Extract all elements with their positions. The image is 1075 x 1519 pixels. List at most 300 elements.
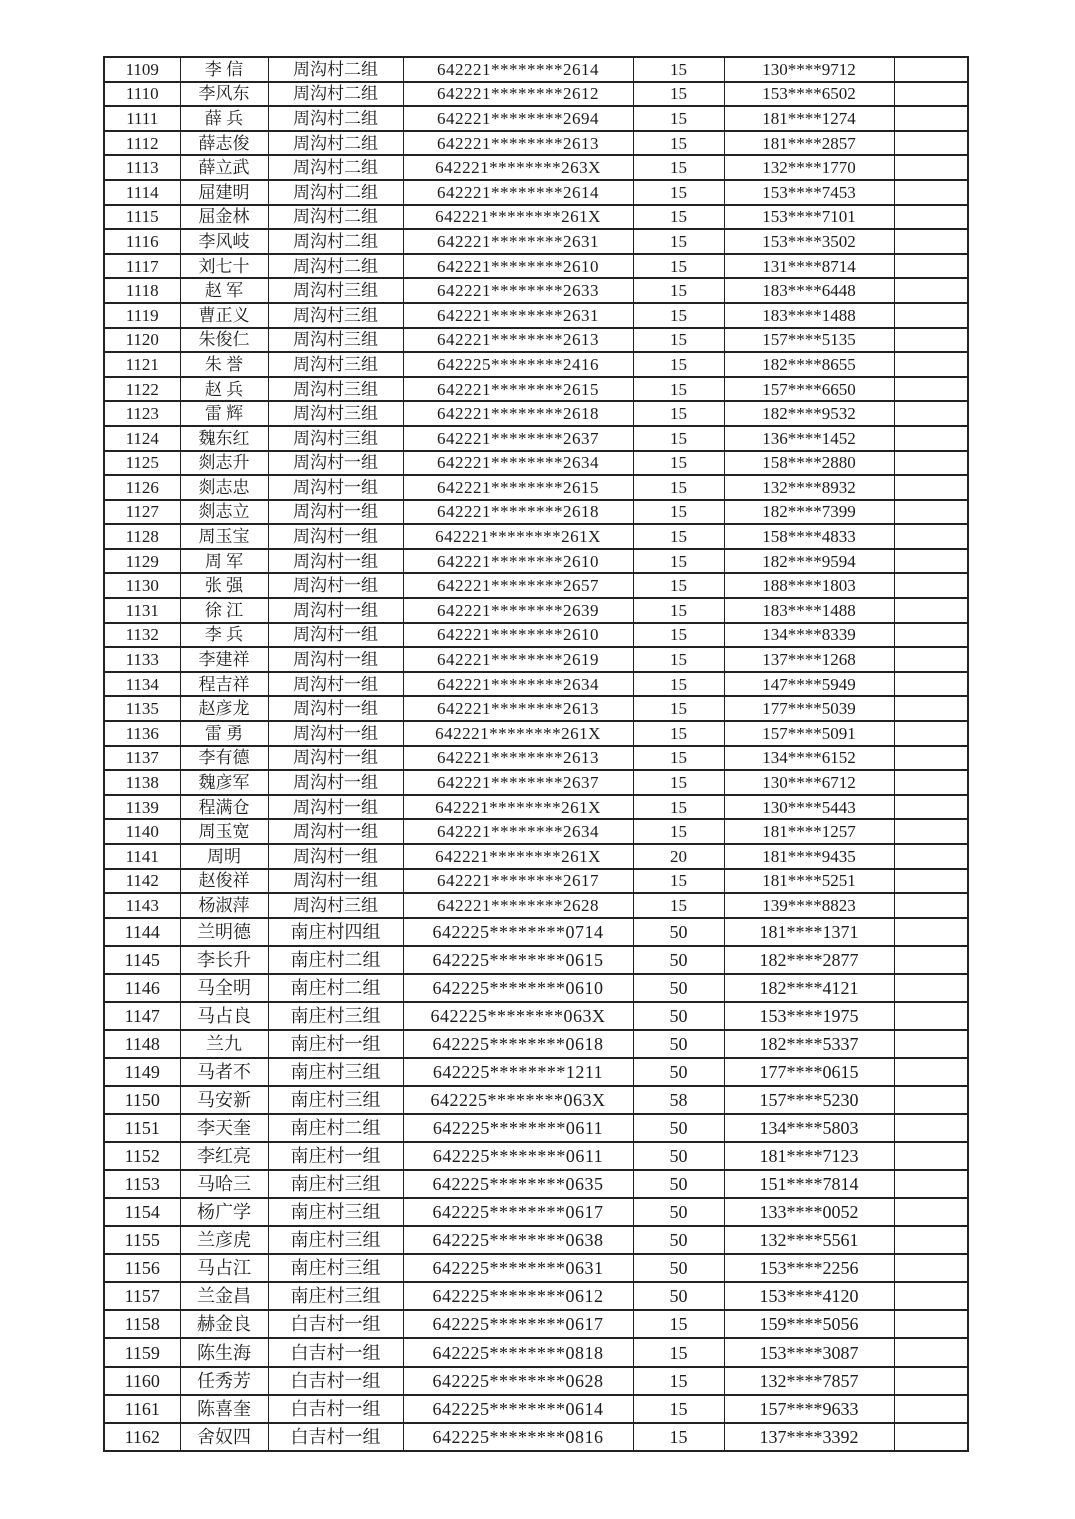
cell-phone: 147****5949 bbox=[724, 672, 894, 697]
cell-seq: 1150 bbox=[104, 1086, 180, 1114]
cell-amount: 15 bbox=[633, 1338, 724, 1366]
cell-id-number: 642221********2614 bbox=[403, 57, 633, 82]
cell-amount: 15 bbox=[633, 647, 724, 672]
cell-phone: 139****8823 bbox=[724, 893, 894, 918]
cell-id-number: 642221********2614 bbox=[403, 180, 633, 205]
cell-blank bbox=[894, 770, 968, 795]
cell-phone: 157****5135 bbox=[724, 328, 894, 353]
cell-village-group: 周沟村二组 bbox=[268, 205, 403, 230]
cell-village-group: 周沟村一组 bbox=[268, 524, 403, 549]
cell-phone: 151****7814 bbox=[724, 1170, 894, 1198]
cell-seq: 1123 bbox=[104, 401, 180, 426]
cell-id-number: 642221********2634 bbox=[403, 451, 633, 476]
cell-id-number: 642225********0638 bbox=[403, 1226, 633, 1254]
cell-amount: 15 bbox=[633, 303, 724, 328]
cell-phone: 183****1488 bbox=[724, 303, 894, 328]
cell-name: 曹正义 bbox=[180, 303, 268, 328]
cell-phone: 182****9594 bbox=[724, 549, 894, 574]
table-row bbox=[104, 180, 968, 205]
table-row bbox=[104, 795, 968, 820]
cell-blank bbox=[894, 1198, 968, 1226]
cell-seq: 1121 bbox=[104, 352, 180, 377]
cell-seq: 1126 bbox=[104, 475, 180, 500]
cell-amount: 15 bbox=[633, 352, 724, 377]
cell-village-group: 周沟村三组 bbox=[268, 352, 403, 377]
table-row bbox=[104, 721, 968, 746]
cell-blank bbox=[894, 1310, 968, 1338]
cell-name: 赵 兵 bbox=[180, 377, 268, 402]
cell-amount: 15 bbox=[633, 451, 724, 476]
cell-name: 马占江 bbox=[180, 1254, 268, 1282]
cell-phone: 133****0052 bbox=[724, 1198, 894, 1226]
table-row bbox=[104, 893, 968, 918]
cell-village-group: 周沟村一组 bbox=[268, 451, 403, 476]
cell-amount: 15 bbox=[633, 131, 724, 156]
cell-village-group: 周沟村一组 bbox=[268, 549, 403, 574]
cell-seq: 1127 bbox=[104, 500, 180, 525]
cell-amount: 15 bbox=[633, 721, 724, 746]
table-row bbox=[104, 647, 968, 672]
cell-seq: 1114 bbox=[104, 180, 180, 205]
cell-id-number: 642225********0816 bbox=[403, 1423, 633, 1451]
cell-blank bbox=[894, 1142, 968, 1170]
cell-blank bbox=[894, 229, 968, 254]
cell-amount: 50 bbox=[633, 1002, 724, 1030]
cell-id-number: 642225********0631 bbox=[403, 1254, 633, 1282]
cell-village-group: 周沟村一组 bbox=[268, 475, 403, 500]
cell-blank bbox=[894, 869, 968, 894]
cell-name: 薛 兵 bbox=[180, 106, 268, 131]
cell-seq: 1151 bbox=[104, 1114, 180, 1142]
cell-id-number: 642221********261X bbox=[403, 721, 633, 746]
cell-amount: 15 bbox=[633, 746, 724, 771]
cell-id-number: 642221********2617 bbox=[403, 869, 633, 894]
cell-id-number: 642221********2657 bbox=[403, 573, 633, 598]
cell-id-number: 642221********261X bbox=[403, 844, 633, 869]
cell-blank bbox=[894, 721, 968, 746]
cell-amount: 15 bbox=[633, 524, 724, 549]
cell-blank bbox=[894, 278, 968, 303]
cell-amount: 15 bbox=[633, 1395, 724, 1423]
cell-village-group: 白吉村一组 bbox=[268, 1338, 403, 1366]
cell-village-group: 南庄村三组 bbox=[268, 1198, 403, 1226]
cell-name: 李风岐 bbox=[180, 229, 268, 254]
cell-amount: 50 bbox=[633, 1254, 724, 1282]
table-row bbox=[104, 696, 968, 721]
cell-name: 兰彦虎 bbox=[180, 1226, 268, 1254]
cell-seq: 1124 bbox=[104, 426, 180, 451]
cell-blank bbox=[894, 475, 968, 500]
cell-name: 马占良 bbox=[180, 1002, 268, 1030]
cell-village-group: 白吉村一组 bbox=[268, 1395, 403, 1423]
cell-id-number: 642225********0612 bbox=[403, 1282, 633, 1310]
cell-phone: 177****0615 bbox=[724, 1058, 894, 1086]
cell-village-group: 南庄村三组 bbox=[268, 1254, 403, 1282]
cell-seq: 1145 bbox=[104, 946, 180, 974]
cell-amount: 15 bbox=[633, 401, 724, 426]
cell-village-group: 周沟村一组 bbox=[268, 598, 403, 623]
table-row bbox=[104, 1254, 968, 1282]
cell-amount: 50 bbox=[633, 1226, 724, 1254]
table-row bbox=[104, 1086, 968, 1114]
cell-seq: 1110 bbox=[104, 82, 180, 107]
cell-id-number: 642225********0610 bbox=[403, 974, 633, 1002]
cell-amount: 50 bbox=[633, 1282, 724, 1310]
cell-village-group: 周沟村二组 bbox=[268, 155, 403, 180]
cell-village-group: 周沟村一组 bbox=[268, 623, 403, 648]
cell-id-number: 642221********2618 bbox=[403, 401, 633, 426]
cell-name: 周明 bbox=[180, 844, 268, 869]
cell-village-group: 周沟村三组 bbox=[268, 377, 403, 402]
cell-blank bbox=[894, 1338, 968, 1366]
cell-phone: 131****8714 bbox=[724, 254, 894, 279]
cell-amount: 50 bbox=[633, 1142, 724, 1170]
cell-seq: 1116 bbox=[104, 229, 180, 254]
cell-village-group: 周沟村三组 bbox=[268, 303, 403, 328]
table-row bbox=[104, 524, 968, 549]
cell-seq: 1119 bbox=[104, 303, 180, 328]
cell-blank bbox=[894, 1114, 968, 1142]
cell-name: 朱俊仁 bbox=[180, 328, 268, 353]
cell-blank bbox=[894, 377, 968, 402]
cell-id-number: 642221********2613 bbox=[403, 328, 633, 353]
cell-village-group: 南庄村三组 bbox=[268, 1282, 403, 1310]
cell-name: 李天奎 bbox=[180, 1114, 268, 1142]
cell-id-number: 642225********0611 bbox=[403, 1142, 633, 1170]
cell-amount: 15 bbox=[633, 1423, 724, 1451]
cell-id-number: 642221********2631 bbox=[403, 303, 633, 328]
table-body bbox=[104, 57, 968, 1451]
table-row bbox=[104, 303, 968, 328]
cell-id-number: 642225********0617 bbox=[403, 1310, 633, 1338]
cell-phone: 157****9633 bbox=[724, 1395, 894, 1423]
cell-id-number: 642221********2637 bbox=[403, 770, 633, 795]
cell-blank bbox=[894, 647, 968, 672]
cell-name: 程吉祥 bbox=[180, 672, 268, 697]
cell-village-group: 周沟村二组 bbox=[268, 254, 403, 279]
cell-id-number: 642221********2612 bbox=[403, 82, 633, 107]
cell-village-group: 南庄村三组 bbox=[268, 1226, 403, 1254]
cell-blank bbox=[894, 57, 968, 82]
table-row bbox=[104, 869, 968, 894]
cell-blank bbox=[894, 1058, 968, 1086]
cell-amount: 50 bbox=[633, 1030, 724, 1058]
cell-blank bbox=[894, 672, 968, 697]
cell-name: 舍奴四 bbox=[180, 1423, 268, 1451]
cell-phone: 132****1770 bbox=[724, 155, 894, 180]
table-row bbox=[104, 1114, 968, 1142]
cell-seq: 1120 bbox=[104, 328, 180, 353]
cell-id-number: 642221********2633 bbox=[403, 278, 633, 303]
table-row bbox=[104, 1170, 968, 1198]
cell-amount: 15 bbox=[633, 819, 724, 844]
table-row bbox=[104, 278, 968, 303]
cell-id-number: 642221********2631 bbox=[403, 229, 633, 254]
cell-id-number: 642225********0614 bbox=[403, 1395, 633, 1423]
cell-village-group: 南庄村三组 bbox=[268, 1170, 403, 1198]
cell-amount: 15 bbox=[633, 696, 724, 721]
cell-phone: 183****6448 bbox=[724, 278, 894, 303]
cell-id-number: 642221********2610 bbox=[403, 549, 633, 574]
cell-name: 兰明德 bbox=[180, 918, 268, 946]
cell-blank bbox=[894, 352, 968, 377]
cell-seq: 1134 bbox=[104, 672, 180, 697]
table-row bbox=[104, 401, 968, 426]
cell-blank bbox=[894, 1170, 968, 1198]
cell-seq: 1155 bbox=[104, 1226, 180, 1254]
cell-phone: 183****1488 bbox=[724, 598, 894, 623]
cell-name: 马哈三 bbox=[180, 1170, 268, 1198]
table-row bbox=[104, 106, 968, 131]
cell-amount: 15 bbox=[633, 893, 724, 918]
cell-blank bbox=[894, 500, 968, 525]
cell-blank bbox=[894, 131, 968, 156]
cell-blank bbox=[894, 254, 968, 279]
table-row bbox=[104, 1226, 968, 1254]
cell-phone: 134****5803 bbox=[724, 1114, 894, 1142]
cell-name: 周玉宝 bbox=[180, 524, 268, 549]
cell-id-number: 642221********2610 bbox=[403, 254, 633, 279]
cell-village-group: 周沟村一组 bbox=[268, 819, 403, 844]
table-row bbox=[104, 1338, 968, 1366]
cell-amount: 15 bbox=[633, 573, 724, 598]
cell-name: 赵 军 bbox=[180, 278, 268, 303]
cell-id-number: 642221********2634 bbox=[403, 672, 633, 697]
cell-village-group: 周沟村三组 bbox=[268, 328, 403, 353]
cell-village-group: 周沟村二组 bbox=[268, 82, 403, 107]
cell-blank bbox=[894, 598, 968, 623]
cell-amount: 15 bbox=[633, 770, 724, 795]
cell-blank bbox=[894, 155, 968, 180]
cell-seq: 1142 bbox=[104, 869, 180, 894]
cell-name: 李有德 bbox=[180, 746, 268, 771]
cell-name: 杨淑萍 bbox=[180, 893, 268, 918]
cell-phone: 182****4121 bbox=[724, 974, 894, 1002]
cell-village-group: 周沟村一组 bbox=[268, 721, 403, 746]
cell-village-group: 周沟村三组 bbox=[268, 893, 403, 918]
cell-name: 马安新 bbox=[180, 1086, 268, 1114]
cell-phone: 158****4833 bbox=[724, 524, 894, 549]
cell-blank bbox=[894, 746, 968, 771]
cell-seq: 1153 bbox=[104, 1170, 180, 1198]
cell-amount: 50 bbox=[633, 946, 724, 974]
cell-seq: 1141 bbox=[104, 844, 180, 869]
cell-blank bbox=[894, 1395, 968, 1423]
cell-name: 张 强 bbox=[180, 573, 268, 598]
cell-phone: 181****1257 bbox=[724, 819, 894, 844]
cell-blank bbox=[894, 573, 968, 598]
cell-phone: 181****5251 bbox=[724, 869, 894, 894]
cell-blank bbox=[894, 946, 968, 974]
cell-blank bbox=[894, 819, 968, 844]
table-row bbox=[104, 229, 968, 254]
cell-village-group: 南庄村三组 bbox=[268, 1002, 403, 1030]
cell-seq: 1117 bbox=[104, 254, 180, 279]
cell-phone: 130****9712 bbox=[724, 57, 894, 82]
table-row bbox=[104, 131, 968, 156]
cell-seq: 1156 bbox=[104, 1254, 180, 1282]
cell-id-number: 642221********261X bbox=[403, 205, 633, 230]
cell-phone: 157****5091 bbox=[724, 721, 894, 746]
cell-seq: 1129 bbox=[104, 549, 180, 574]
cell-blank bbox=[894, 623, 968, 648]
cell-blank bbox=[894, 451, 968, 476]
cell-id-number: 642221********261X bbox=[403, 795, 633, 820]
cell-amount: 15 bbox=[633, 180, 724, 205]
cell-phone: 136****1452 bbox=[724, 426, 894, 451]
cell-id-number: 642221********2613 bbox=[403, 696, 633, 721]
cell-name: 陈喜奎 bbox=[180, 1395, 268, 1423]
cell-phone: 182****2877 bbox=[724, 946, 894, 974]
cell-amount: 50 bbox=[633, 1058, 724, 1086]
cell-phone: 158****2880 bbox=[724, 451, 894, 476]
cell-blank bbox=[894, 328, 968, 353]
cell-name: 剡志升 bbox=[180, 451, 268, 476]
cell-name: 马者不 bbox=[180, 1058, 268, 1086]
cell-amount: 50 bbox=[633, 974, 724, 1002]
table-row bbox=[104, 377, 968, 402]
table-row bbox=[104, 155, 968, 180]
cell-name: 剡志立 bbox=[180, 500, 268, 525]
table-row bbox=[104, 770, 968, 795]
cell-amount: 50 bbox=[633, 1114, 724, 1142]
cell-phone: 188****1803 bbox=[724, 573, 894, 598]
roster-table bbox=[103, 56, 969, 1452]
cell-village-group: 南庄村三组 bbox=[268, 1058, 403, 1086]
cell-blank bbox=[894, 180, 968, 205]
cell-id-number: 642225********2416 bbox=[403, 352, 633, 377]
cell-phone: 153****6502 bbox=[724, 82, 894, 107]
cell-seq: 1113 bbox=[104, 155, 180, 180]
cell-phone: 153****4120 bbox=[724, 1282, 894, 1310]
table-row bbox=[104, 1367, 968, 1395]
table-row bbox=[104, 500, 968, 525]
cell-amount: 15 bbox=[633, 278, 724, 303]
cell-phone: 130****6712 bbox=[724, 770, 894, 795]
cell-seq: 1146 bbox=[104, 974, 180, 1002]
cell-village-group: 南庄村二组 bbox=[268, 974, 403, 1002]
cell-seq: 1118 bbox=[104, 278, 180, 303]
cell-id-number: 642221********2628 bbox=[403, 893, 633, 918]
cell-village-group: 周沟村一组 bbox=[268, 647, 403, 672]
cell-name: 屈金林 bbox=[180, 205, 268, 230]
cell-name: 赵俊祥 bbox=[180, 869, 268, 894]
cell-village-group: 周沟村一组 bbox=[268, 770, 403, 795]
cell-seq: 1140 bbox=[104, 819, 180, 844]
cell-name: 刘七十 bbox=[180, 254, 268, 279]
cell-name: 程满仓 bbox=[180, 795, 268, 820]
cell-id-number: 642225********0618 bbox=[403, 1030, 633, 1058]
cell-phone: 181****1371 bbox=[724, 918, 894, 946]
cell-phone: 153****2256 bbox=[724, 1254, 894, 1282]
table-row bbox=[104, 475, 968, 500]
cell-name: 陈生海 bbox=[180, 1338, 268, 1366]
cell-village-group: 周沟村三组 bbox=[268, 426, 403, 451]
cell-id-number: 642221********2615 bbox=[403, 475, 633, 500]
cell-seq: 1109 bbox=[104, 57, 180, 82]
table-row bbox=[104, 254, 968, 279]
cell-seq: 1148 bbox=[104, 1030, 180, 1058]
cell-village-group: 南庄村四组 bbox=[268, 918, 403, 946]
table-row bbox=[104, 672, 968, 697]
cell-id-number: 642225********0617 bbox=[403, 1198, 633, 1226]
cell-amount: 15 bbox=[633, 1310, 724, 1338]
cell-seq: 1133 bbox=[104, 647, 180, 672]
cell-phone: 159****5056 bbox=[724, 1310, 894, 1338]
cell-village-group: 周沟村一组 bbox=[268, 696, 403, 721]
cell-phone: 157****6650 bbox=[724, 377, 894, 402]
table-row bbox=[104, 974, 968, 1002]
cell-village-group: 南庄村三组 bbox=[268, 1086, 403, 1114]
cell-amount: 15 bbox=[633, 549, 724, 574]
cell-phone: 153****3087 bbox=[724, 1338, 894, 1366]
cell-village-group: 周沟村一组 bbox=[268, 746, 403, 771]
cell-name: 赫金良 bbox=[180, 1310, 268, 1338]
cell-id-number: 642221********2618 bbox=[403, 500, 633, 525]
table-row bbox=[104, 1002, 968, 1030]
table-row bbox=[104, 1423, 968, 1451]
table-row bbox=[104, 918, 968, 946]
cell-blank bbox=[894, 1002, 968, 1030]
cell-id-number: 642225********0818 bbox=[403, 1338, 633, 1366]
cell-seq: 1122 bbox=[104, 377, 180, 402]
cell-seq: 1137 bbox=[104, 746, 180, 771]
cell-village-group: 周沟村三组 bbox=[268, 278, 403, 303]
cell-village-group: 周沟村一组 bbox=[268, 869, 403, 894]
cell-name: 李建祥 bbox=[180, 647, 268, 672]
cell-blank bbox=[894, 205, 968, 230]
cell-amount: 50 bbox=[633, 1170, 724, 1198]
cell-phone: 137****1268 bbox=[724, 647, 894, 672]
cell-seq: 1111 bbox=[104, 106, 180, 131]
cell-village-group: 周沟村二组 bbox=[268, 106, 403, 131]
cell-seq: 1147 bbox=[104, 1002, 180, 1030]
cell-amount: 15 bbox=[633, 598, 724, 623]
cell-name: 李长升 bbox=[180, 946, 268, 974]
cell-phone: 132****7857 bbox=[724, 1367, 894, 1395]
table-row bbox=[104, 1030, 968, 1058]
table-row bbox=[104, 1395, 968, 1423]
cell-phone: 181****7123 bbox=[724, 1142, 894, 1170]
cell-id-number: 642221********263X bbox=[403, 155, 633, 180]
cell-amount: 15 bbox=[633, 254, 724, 279]
cell-village-group: 周沟村一组 bbox=[268, 844, 403, 869]
table-row bbox=[104, 573, 968, 598]
cell-id-number: 642221********2610 bbox=[403, 623, 633, 648]
table-row bbox=[104, 598, 968, 623]
cell-phone: 182****9532 bbox=[724, 401, 894, 426]
cell-name: 雷 勇 bbox=[180, 721, 268, 746]
cell-phone: 182****5337 bbox=[724, 1030, 894, 1058]
cell-village-group: 白吉村一组 bbox=[268, 1367, 403, 1395]
cell-amount: 15 bbox=[633, 869, 724, 894]
cell-village-group: 周沟村二组 bbox=[268, 131, 403, 156]
cell-name: 剡志忠 bbox=[180, 475, 268, 500]
cell-name: 兰金昌 bbox=[180, 1282, 268, 1310]
cell-seq: 1130 bbox=[104, 573, 180, 598]
table-row bbox=[104, 426, 968, 451]
cell-village-group: 周沟村一组 bbox=[268, 795, 403, 820]
cell-seq: 1128 bbox=[104, 524, 180, 549]
cell-seq: 1136 bbox=[104, 721, 180, 746]
cell-village-group: 南庄村二组 bbox=[268, 946, 403, 974]
cell-name: 魏东红 bbox=[180, 426, 268, 451]
cell-blank bbox=[894, 844, 968, 869]
table-row bbox=[104, 819, 968, 844]
cell-village-group: 周沟村一组 bbox=[268, 573, 403, 598]
cell-id-number: 642225********063X bbox=[403, 1002, 633, 1030]
table-row bbox=[104, 1198, 968, 1226]
